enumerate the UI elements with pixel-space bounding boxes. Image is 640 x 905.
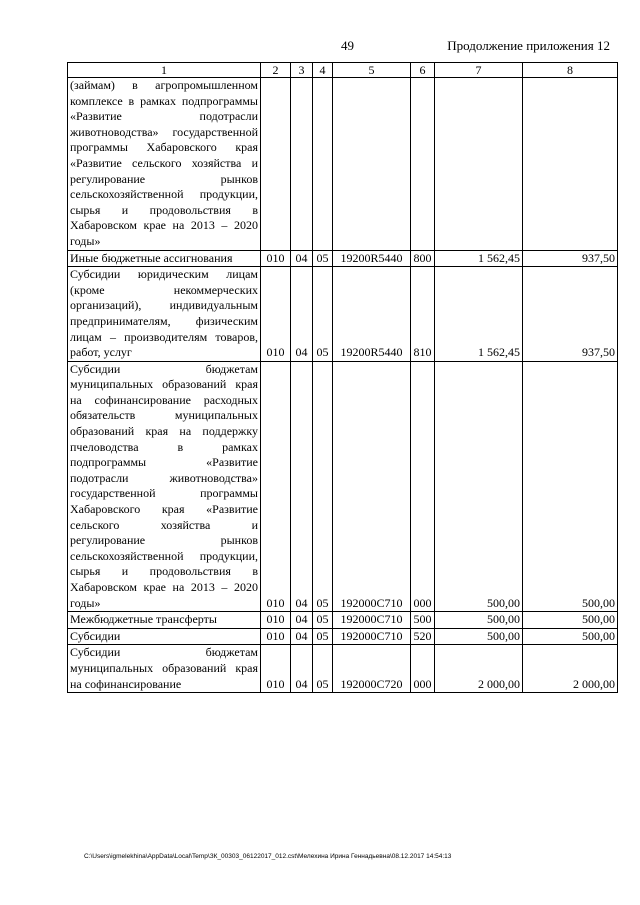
row-name: Субсидии бюджетам муниципальных образований края на софинансирование расходных обязательств муниципальных образований края на поддержку пчеловодства в рамках подпрограммы «Развитие подотрасли животноводства» государственной программы Хабаровского края «Развитие сельского хозяйства и регулирование рынков сельскохозяйственной продукции, сырья и продовольствия в Хабаровском крае на 2013 – 2020 годы»: [68, 361, 261, 612]
table-row: [68, 645, 618, 693]
column-header: 2: [261, 63, 291, 78]
column-header: 8: [523, 63, 618, 78]
cell-target-article: 19200R5440: [333, 267, 411, 362]
cell-amount-1: 1 562,45: [435, 267, 523, 362]
column-header: 7: [435, 63, 523, 78]
cell-expense-type: 800: [411, 250, 435, 267]
cell-amount-2: 500,00: [523, 612, 618, 629]
cell-expense-type: 000: [411, 361, 435, 612]
table-row: [68, 267, 618, 362]
cell-target-article: 192000C710: [333, 628, 411, 645]
cell-target-article: [333, 78, 411, 251]
cell-amount-1: 2 000,00: [435, 645, 523, 693]
cell-subsection: 05: [313, 628, 333, 645]
cell-subsection: 05: [313, 645, 333, 693]
row-name: Субсидии юридическим лицам (кроме некоммерческих организаций), индивидуальным предпринимателям, физическим лицам – производителям товаров, работ, услуг: [68, 267, 261, 362]
budget-table: [67, 62, 618, 693]
cell-ministry: 010: [261, 361, 291, 612]
cell-subsection: 05: [313, 612, 333, 629]
cell-amount-2: 500,00: [523, 361, 618, 612]
cell-subsection: 05: [313, 267, 333, 362]
row-name: Иные бюджетные ассигнования: [68, 250, 261, 267]
cell-ministry: 010: [261, 267, 291, 362]
cell-amount-1: [435, 78, 523, 251]
cell-ministry: 010: [261, 612, 291, 629]
continuation-title: Продолжение приложения 12: [447, 38, 610, 53]
column-header: 1: [68, 63, 261, 78]
cell-expense-type: 500: [411, 612, 435, 629]
cell-ministry: 010: [261, 645, 291, 693]
cell-amount-2: 937,50: [523, 267, 618, 362]
table-row: [68, 78, 618, 251]
cell-target-article: 192000C710: [333, 612, 411, 629]
cell-amount-2: [523, 78, 618, 251]
cell-section: 04: [291, 250, 313, 267]
row-name: Межбюджетные трансферты: [68, 612, 261, 629]
cell-amount-2: 500,00: [523, 628, 618, 645]
cell-target-article: 192000C720: [333, 645, 411, 693]
cell-subsection: 05: [313, 361, 333, 612]
cell-ministry: 010: [261, 628, 291, 645]
cell-target-article: 19200R5440: [333, 250, 411, 267]
cell-section: 04: [291, 628, 313, 645]
cell-ministry: 010: [261, 250, 291, 267]
cell-expense-type: 810: [411, 267, 435, 362]
cell-section: 04: [291, 361, 313, 612]
page-number: 49: [341, 38, 354, 53]
cell-expense-type: 520: [411, 628, 435, 645]
cell-section: 04: [291, 612, 313, 629]
cell-expense-type: [411, 78, 435, 251]
cell-amount-1: 500,00: [435, 628, 523, 645]
cell-amount-1: 500,00: [435, 361, 523, 612]
column-header: 6: [411, 63, 435, 78]
cell-section: 04: [291, 267, 313, 362]
column-header: 5: [333, 63, 411, 78]
column-header: 3: [291, 63, 313, 78]
table-row: [68, 612, 618, 629]
cell-ministry: [261, 78, 291, 251]
cell-section: 04: [291, 645, 313, 693]
cell-amount-1: 1 562,45: [435, 250, 523, 267]
column-number-row: [68, 63, 618, 78]
cell-target-article: 192000C710: [333, 361, 411, 612]
cell-expense-type: 000: [411, 645, 435, 693]
cell-amount-2: 2 000,00: [523, 645, 618, 693]
table-row: [68, 250, 618, 267]
cell-amount-2: 937,50: [523, 250, 618, 267]
cell-subsection: 05: [313, 250, 333, 267]
row-name: (займам) в агропромышленном комплексе в рамках подпрограммы «Развитие подотрасли животноводства» государственной программы Хабаровского края «Развитие сельского хозяйства и регулирование рынков сельскохозяйственной продукции, сырья и продовольствия в Хабаровском крае на 2013 – 2020 годы»: [68, 78, 261, 251]
cell-section: [291, 78, 313, 251]
footer-file-path: C:\Users\igmelekhina\AppData\Local\Temp\ЗК_00303_06122017_012.cst\Мелехина Ирина Геннадьевна\08.12.2017 14:54:13: [84, 853, 452, 860]
table-row: [68, 628, 618, 645]
column-header: 4: [313, 63, 333, 78]
row-name: Субсидии: [68, 628, 261, 645]
cell-subsection: [313, 78, 333, 251]
cell-amount-1: 500,00: [435, 612, 523, 629]
table-row: [68, 361, 618, 612]
row-name: Субсидии бюджетам муниципальных образований края на софинансирование: [68, 645, 261, 693]
